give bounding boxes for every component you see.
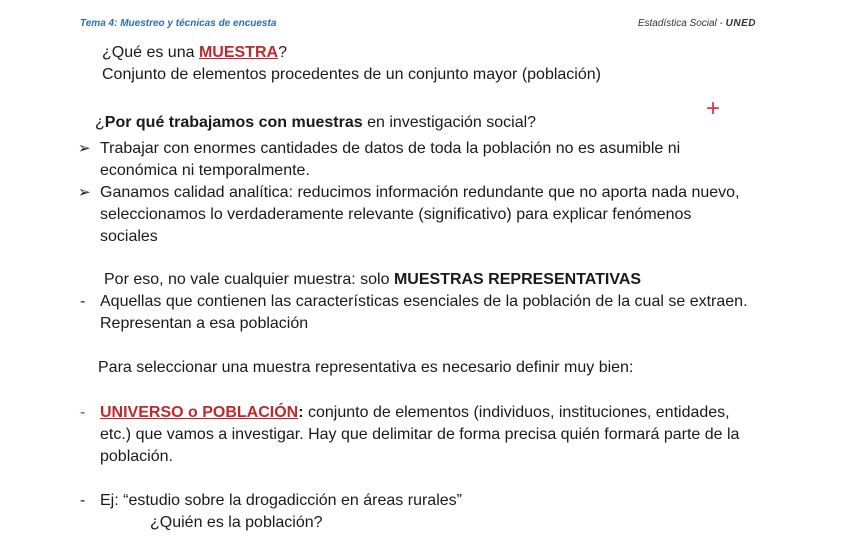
bullet-1-line-2: económica ni temporalmente. (100, 162, 310, 179)
bullet-1-line-1: Trabajar con enormes cantidades de datos de toda la población no es asumible ni (100, 140, 681, 157)
question-why-pre: ¿ (95, 114, 105, 131)
universo-line-2: etc.) que vamos a investigar. Hay que delimitar de forma precisa quién formará parte de la (100, 426, 740, 443)
representative-def-line-2: Representan a esa población (100, 315, 309, 332)
keyword-universo: UNIVERSO o POBLACIÓN (100, 404, 299, 421)
header-topic: Tema 4: Muestreo y técnicas de encuesta (80, 18, 277, 29)
representative-pre: Por eso, no vale cualquier muestra: solo (104, 271, 394, 288)
universo-line-3: población. (100, 448, 173, 465)
question-why-bold: Por qué trabajamos con muestras (104, 114, 363, 131)
representative-def-line-1: Aquellas que contienen las características esenciales de la población de la cual se extraen. (100, 293, 748, 310)
header-brand: UNED (725, 18, 756, 29)
bullet-2-line-3: sociales (100, 228, 158, 245)
header-course-prefix: Estadística Social - (637, 18, 726, 29)
question-why (95, 113, 536, 133)
cursor-crosshair-icon: + (706, 95, 721, 122)
question-muestra (102, 43, 287, 63)
universo-line-1 (100, 403, 730, 423)
bullet-2-line-1: Ganamos calidad analítica: reducimos información redundante que no aporta nada nuevo, (100, 184, 740, 201)
representative-bold: MUESTRAS REPRESENTATIVAS (393, 271, 642, 288)
bullet-2-line-2: seleccionamos lo verdaderamente relevante (significativo) para explicar fenómenos (100, 206, 692, 223)
header-course (638, 18, 756, 29)
keyword-muestra: MUESTRA (198, 44, 279, 61)
question-muestra-post: ? (278, 44, 287, 61)
universo-line-1-rest: conjunto de elementos (individuos, instituciones, entidades, (303, 404, 730, 421)
example-line-1: Ej: “estudio sobre la drogadicción en áreas rurales” (100, 492, 462, 509)
muestra-definition: Conjunto de elementos procedentes de un conjunto mayor (población) (102, 66, 601, 83)
universo-colon: : (298, 404, 304, 421)
arrow-bullet-icon: ➢ (78, 140, 91, 157)
dash-bullet: - (80, 492, 86, 509)
question-muestra-pre: ¿Qué es una (102, 44, 199, 61)
dash-bullet: - (80, 293, 86, 310)
example-line-2: ¿Quién es la población? (150, 514, 323, 531)
question-why-post: en investigación social? (362, 114, 537, 131)
dash-bullet-red: - (80, 404, 86, 421)
arrow-bullet-icon: ➢ (78, 184, 91, 201)
representative-heading (104, 270, 641, 290)
select-instruction: Para seleccionar una muestra representativa es necesario definir muy bien: (98, 359, 634, 376)
